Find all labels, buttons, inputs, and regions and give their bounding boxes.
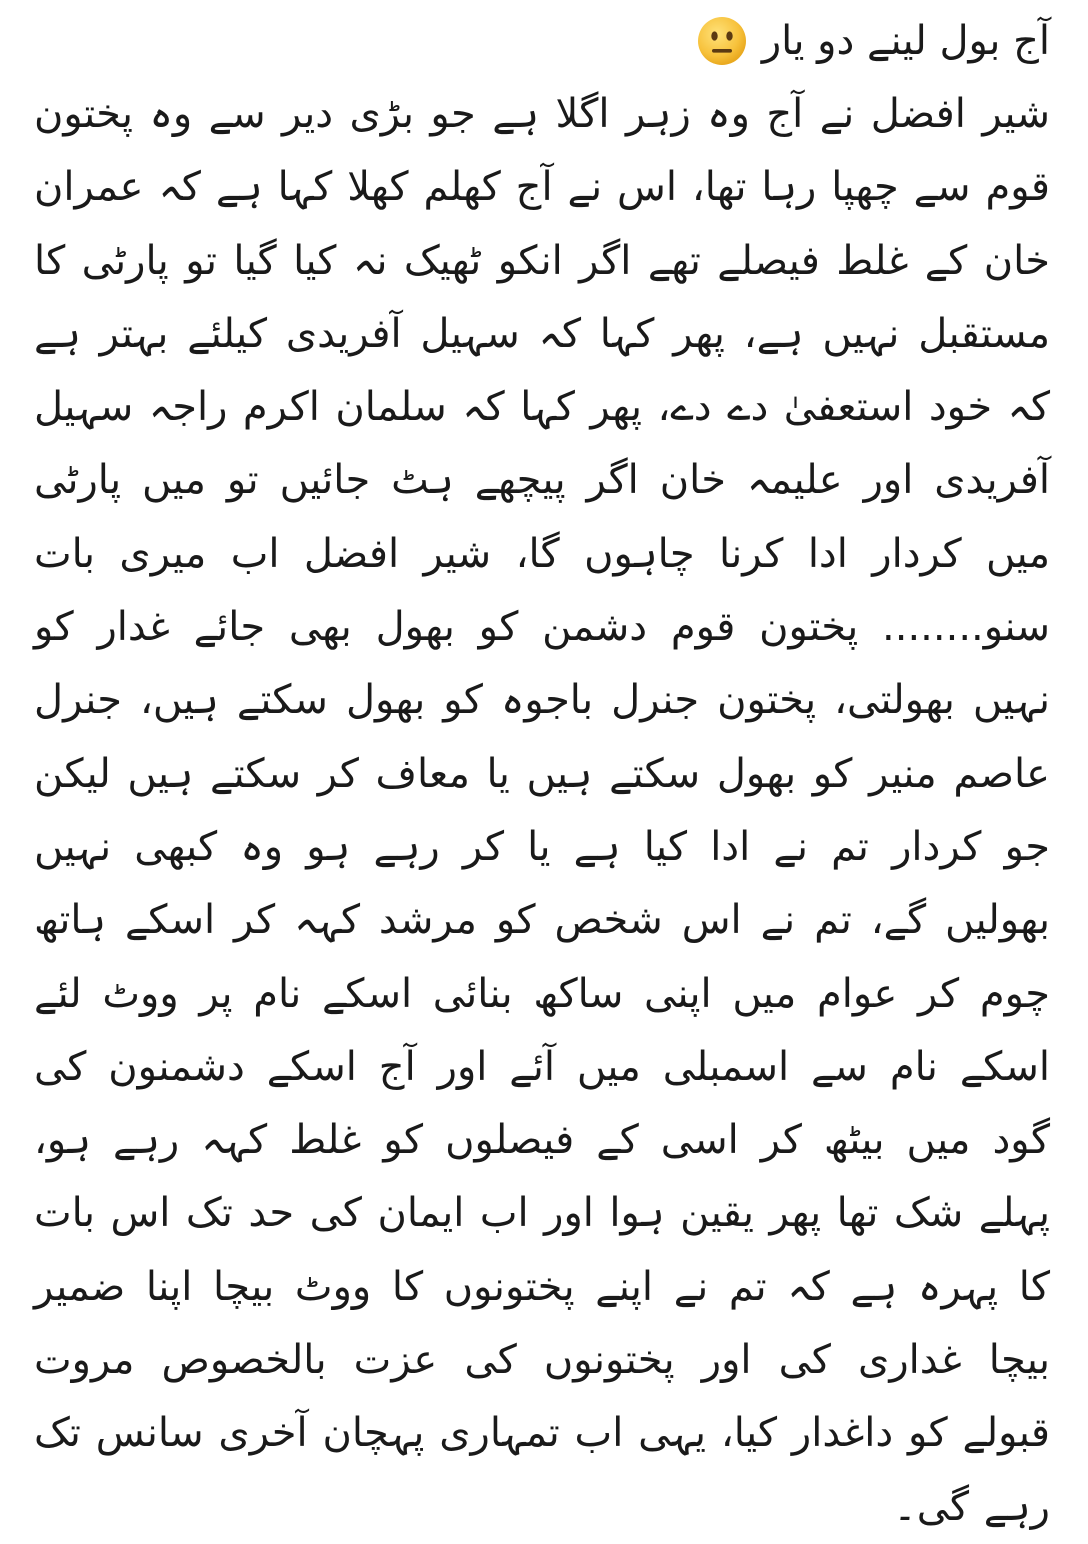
post-title-line [34,4,1050,78]
neutral-face-icon [696,15,748,67]
post-title: آج بول لینے دو یار [761,18,1050,64]
post-body: شیر افضل نے آج وہ زہر اگلا ہے جو بڑی دیر سے وہ پختون قوم سے چھپا رہا تھا، اس نے آج کھلم کھلا کہا ہے کہ عمران خان کے غلط فیصلے تھے اگر انکو ٹھیک نہ کیا گیا تو پارٹی کا مستقبل نہیں ہے، پھر کہا کہ سہیل آفریدی کیلئے بہتر ہے کہ خود استعفیٰ دے دے، پھر کہا کہ سلمان اکرم راجہ سہیل آفریدی اور علیمہ خان اگر پیچھے ہٹ جائیں تو میں پارٹی میں کردار ادا کرنا چاہوں گا، شیر افضل اب میری بات سنو........ پختون قوم دشمن کو بھول بھی جائے غدار کو نہیں بھولتی، پختون جنرل باجوہ کو بھول سکتے ہیں، جنرل عاصم منیر کو بھول سکتے ہیں یا معاف کر سکتے ہیں لیکن جو کردار تم نے ادا کیا ہے یا کر رہے ہو وہ کبھی نہیں بھولیں گے، تم نے اس شخص کو مرشد کہہ کر اسکے ہاتھ چوم کر عوام میں اپنی ساکھ بنائی اسکے نام پر ووٹ لئے اسکے نام سے اسمبلی میں آئے اور آج اسکے دشمنون کی گود میں بیٹھ کر اسی کے فیصلوں کو غلط کہہ رہے ہو، پہلے شک تھا پھر یقین ہوا اور اب ایمان کی حد تک اس بات کا پہرہ ہے کہ تم نے اپنے پختونوں کا ووٹ بیچا اپنا ضمیر بیچا غداری کی اور پختونوں کی عزت بالخصوص مروت قبولے کو داغدار کیا، یہی اب تمہاری پہچان آخری سانس تک رہے گی۔ [34,91,1051,1530]
